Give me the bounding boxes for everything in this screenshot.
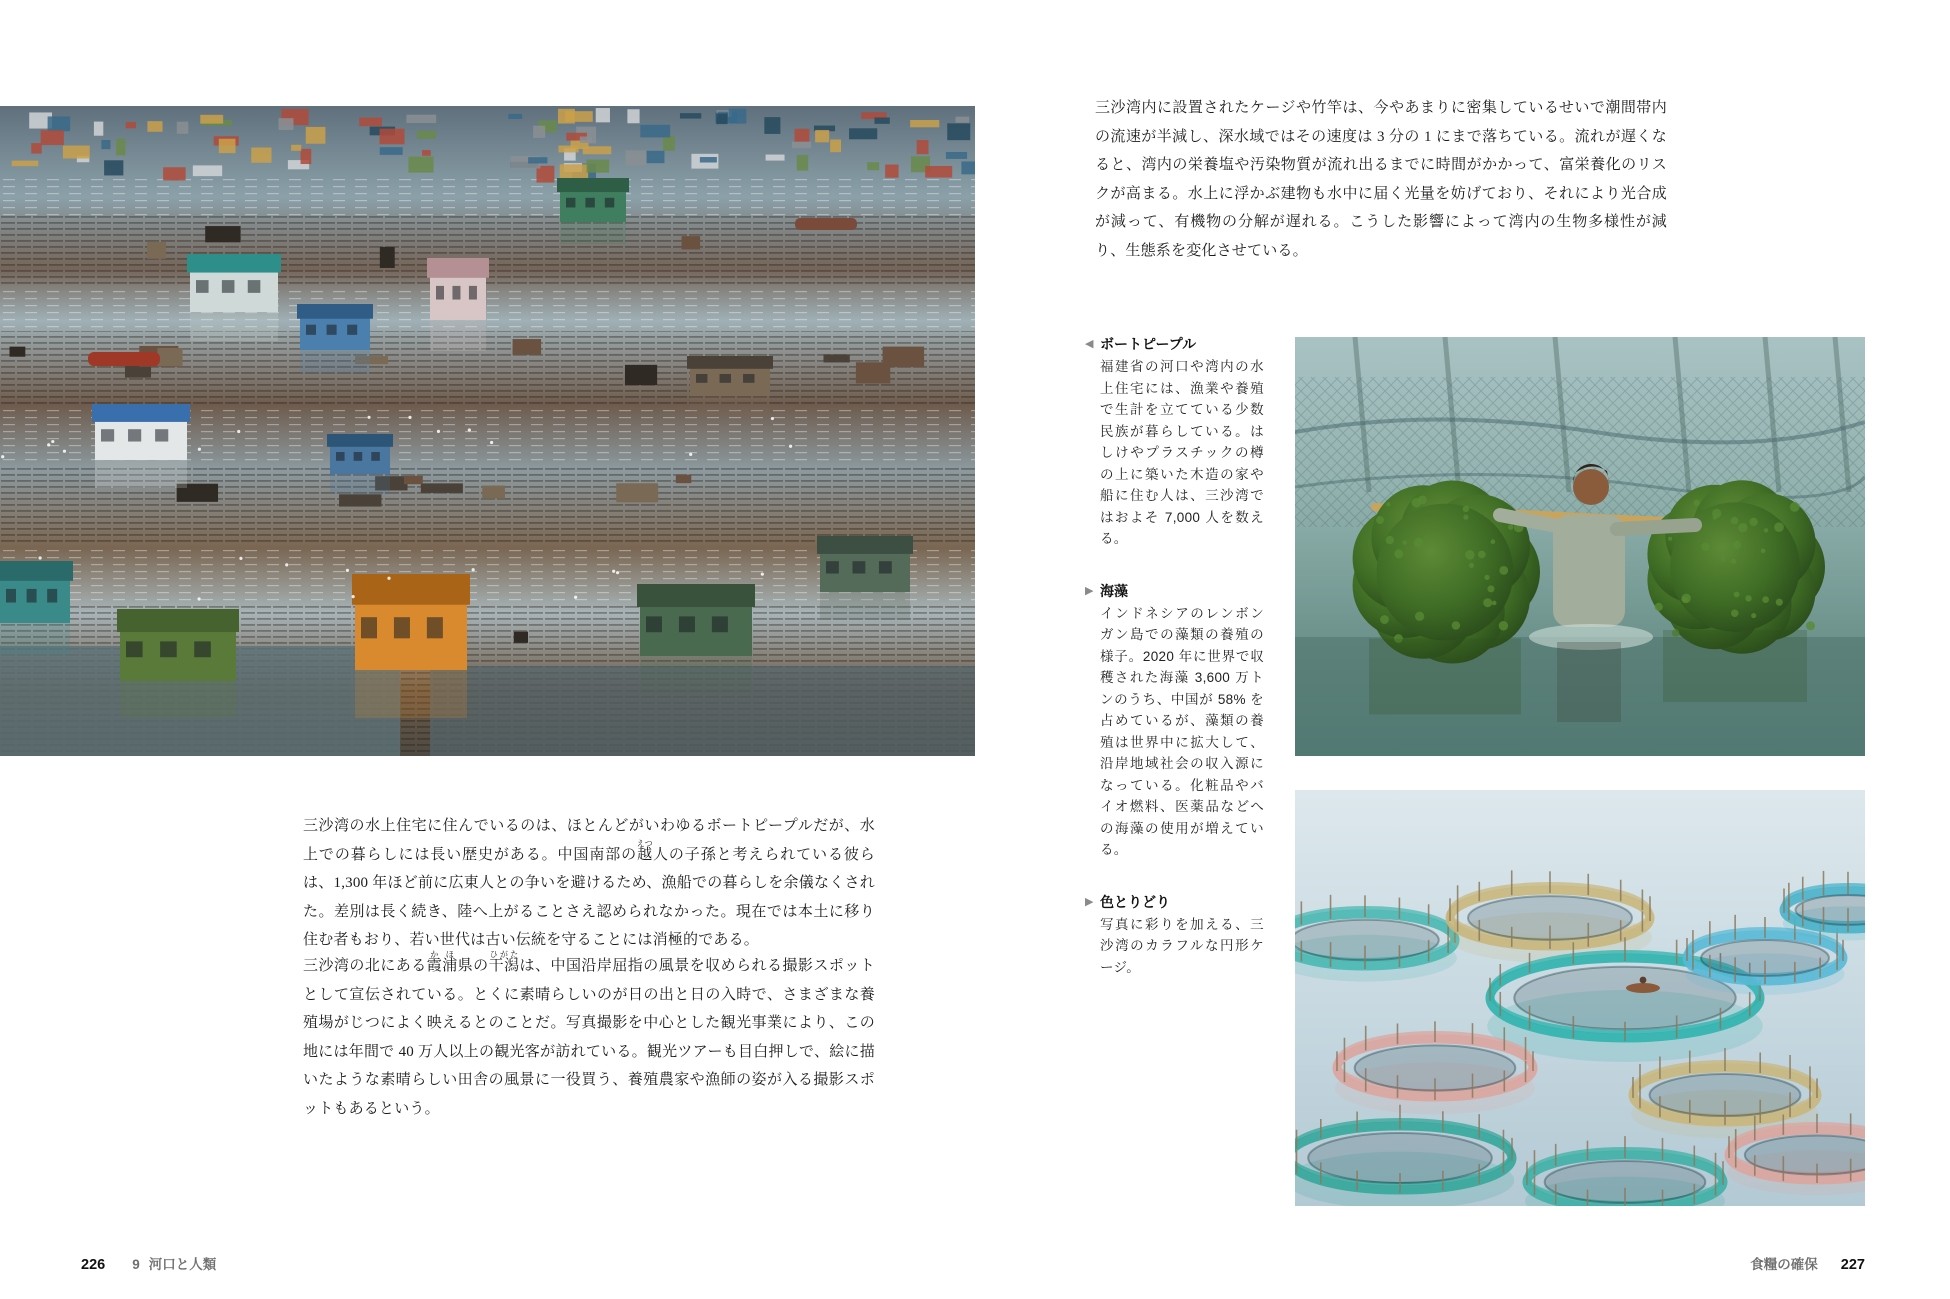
floating-village-illustration bbox=[0, 106, 975, 756]
caption-body: 福建省の河口や湾内の水上住宅には、漁業や養殖で生計を立てている少数民族が暮らしている。はしけやプラスチックの樽の上に築いた木造の家や船に住む人は、三沙湾ではおよそ 7,000 人を数える。 bbox=[1100, 359, 1264, 546]
intro-paragraph: 三沙湾内に設置されたケージや竹竿は、今やあまりに密集しているせいで潮間帯内の流速が半減し、深水域ではその速度は 3 分の 1 にまで落ちている。流れが遅くなると、湾内の栄養塩や汚染物質が流れ出るまでに時間がかかって、富栄養化のリスクが高まる。水上に浮かぶ建物も水中に届く光量を妨げており、それにより光合成が減って、有機物の分解が遅れる。こうした影響によって湾内の生物多様性が減り、生態系を変化させている。 bbox=[1095, 100, 1667, 259]
right-page-footer bbox=[1750, 1253, 1865, 1273]
left-page-number: 226 bbox=[81, 1257, 106, 1273]
triangle-right-icon: ▶ bbox=[1085, 895, 1094, 908]
caption-title bbox=[1085, 581, 1295, 602]
caption-title-text: 色とりどり bbox=[1100, 893, 1170, 910]
section-title: 食糧の確保 bbox=[1750, 1257, 1818, 1272]
triangle-left-icon: ◀ bbox=[1085, 338, 1094, 350]
caption-title bbox=[1085, 892, 1295, 913]
chapter-title: 河口と人類 bbox=[148, 1257, 217, 1272]
caption-title bbox=[1085, 334, 1295, 355]
caption-2 bbox=[1085, 581, 1295, 861]
triangle-right-icon: ▶ bbox=[1085, 584, 1094, 597]
caption-body: インドネシアのレンボンガン島での藻類の養殖の様子。2020 年に世界で収穫された海藻 3,600 万トンのうち、中国が 58% を占めているが、藻類の養殖は世界中に拡大して、沿岸地域社会の収入源になっている。化粧品やバイオ燃料、医薬品などへの海藻の使用が増えている。 bbox=[1100, 605, 1264, 857]
caption-1 bbox=[1085, 334, 1295, 550]
photo-caption-column bbox=[1085, 334, 1295, 1009]
paragraph-text: 三沙湾の北にある霞浦かほ県の干潟ひがたは、中国沿岸屈指の風景を収められる撮影スポットとして宣伝されている。とくに素晴らしいのが日の出と日の入時で、さまざまな養殖場がじつによく映えるとのことだ。写真撮影を中心とした観光事業により、この地には年間で 40 万人以上の観光客が訪れている。観光ツアーも目白押しで、絵に描いたような素晴らしい田舎の風景に一役買う、養殖農家や漁師の姿が入る撮影スポットもあるという。 bbox=[303, 950, 875, 1117]
seaweed-farmer-photo bbox=[1295, 337, 1865, 756]
caption-3 bbox=[1085, 892, 1295, 979]
caption-body: 写真に彩りを加える、三沙湾のカラフルな円形ケージ。 bbox=[1100, 916, 1264, 975]
caption-title-text: ボートピープル bbox=[1100, 336, 1197, 352]
circular-cages-photo bbox=[1295, 790, 1865, 1206]
right-page-number: 227 bbox=[1840, 1257, 1865, 1273]
chapter-number: 9 bbox=[132, 1257, 140, 1272]
left-page-footer bbox=[81, 1253, 216, 1273]
paragraph-text: 三沙湾の水上住宅に住んでいるのは、ほとんどがいわゆるボートピープルだが、水上での暮らしには長い歴史がある。中国南部の越えつ人の子孫と考えられている彼らは、1,300 年ほど前に広東人との争いを避けるため、漁船での暮らしを余儀なくされた。差別は長く続き、陸へ上がることさえ認められなかった。現在では本土に移り住む者もおり、若い世代は古い伝統を守ることには消極的である。 bbox=[303, 818, 875, 948]
body-paragraph-2 bbox=[303, 950, 875, 1123]
floating-village-photo bbox=[0, 106, 975, 756]
seaweed-farmer-illustration bbox=[1295, 337, 1865, 756]
circular-cages-illustration bbox=[1295, 790, 1865, 1206]
caption-title-text: 海藻 bbox=[1100, 582, 1128, 599]
body-paragraph-1 bbox=[303, 812, 875, 955]
